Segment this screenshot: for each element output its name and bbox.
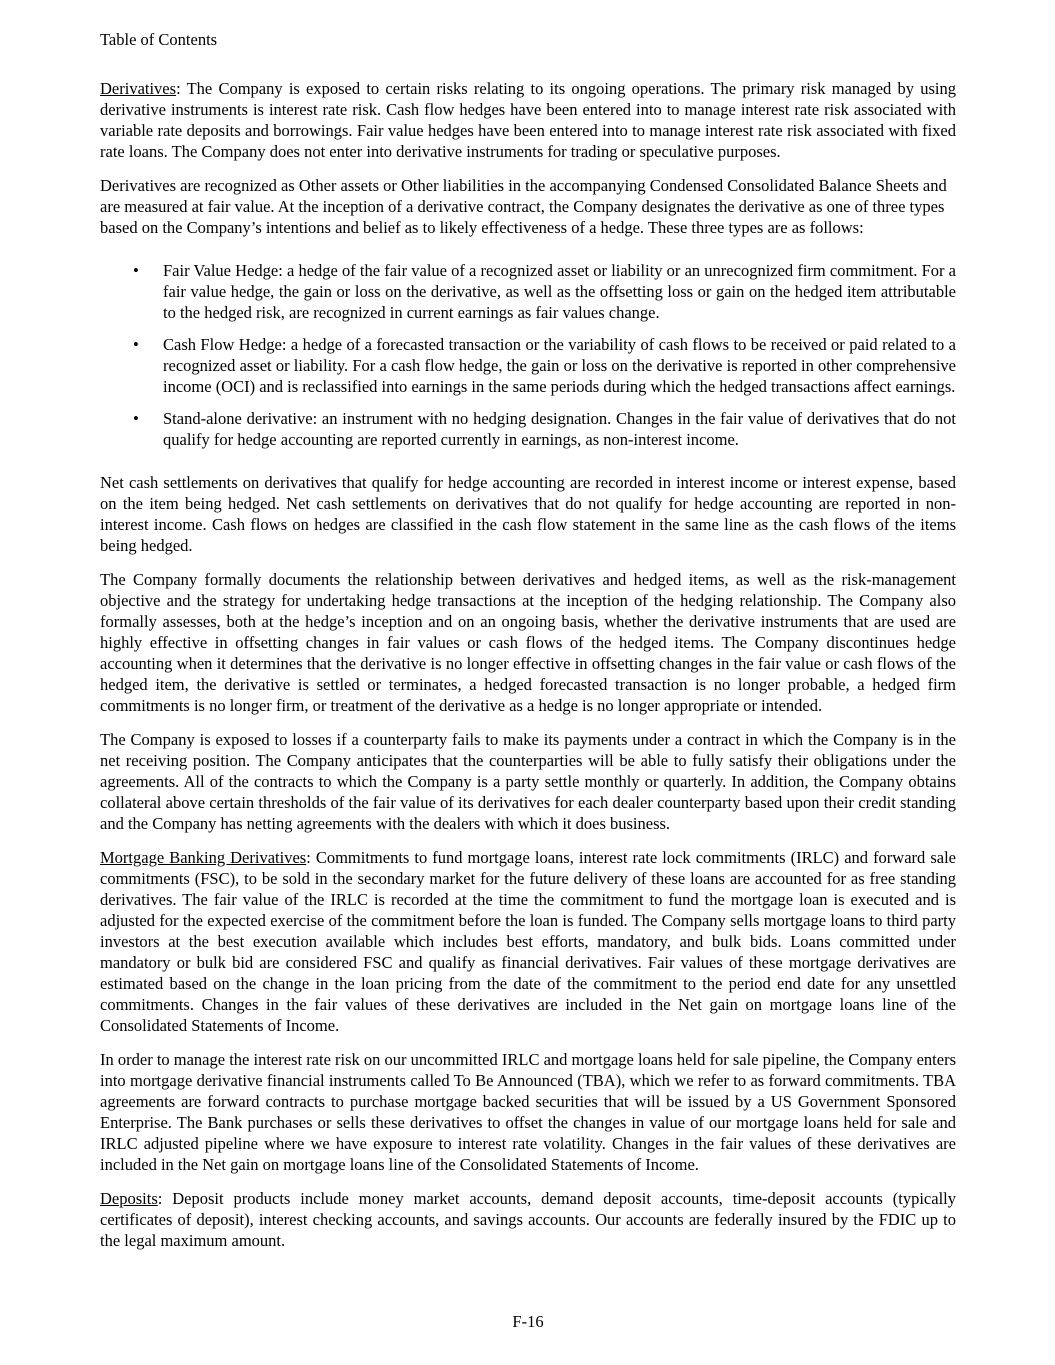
bullet-text: Cash Flow Hedge: a hedge of a forecasted transaction or the variability of cash flows to be received or paid related to a recognized asset or liability. For a cash flow hedge, the gain or loss on the derivative is reported in other comprehensive income (OCI) and is reclassified into earnings in the same periods during which the hedged transactions affect earnings. <box>163 335 956 396</box>
bullet-item <box>100 334 956 397</box>
bullet-icon: • <box>133 409 139 428</box>
paragraph: Mortgage Banking Derivatives: Commitments to fund mortgage loans, interest rate lock commitments (IRLC) and forward sale commitments (FSC), to be sold in the secondary market for the future delivery of these loans are accounted for as free standing derivatives. The fair value of the IRLC is recorded at the time the commitment to fund the mortgage loan is executed and is adjusted for the expected exercise of the commitment before the loan is funded. The Company sells mortgage loans to third party investors at the best execution available which includes best efforts, mandatory, and bulk bids. Loans committed under mandatory or bulk bid are considered FSC and qualify as financial derivatives. Fair values of these mortgage derivatives are estimated based on the change in the loan pricing from the date of the commitment to the period end date for any unsettled commitments. Changes in the fair values of these derivatives are included in the Net gain on mortgage loans line of the Consolidated Statements of Income. <box>100 848 956 1035</box>
document-body <box>100 78 956 1251</box>
defined-term: Derivatives <box>100 79 177 98</box>
bullet-item <box>100 408 956 450</box>
defined-term: Deposits <box>100 1189 158 1208</box>
paragraph: Net cash settlements on derivatives that qualify for hedge accounting are recorded in interest income or interest expense, based on the item being hedged. Net cash settlements on derivatives that do not qualify for hedge accounting are reported in non-interest income. Cash flows on hedges are classified in the cash flow statement in the same line as the cash flows of the items being hedged. <box>100 473 956 555</box>
bullet-icon: • <box>133 335 139 354</box>
table-of-contents-link: Table of Contents <box>100 30 218 49</box>
paragraph: The Company formally documents the relationship between derivatives and hedged items, as well as the risk-management objective and the strategy for undertaking hedge transactions at the inception of the hedging relationship. The Company also formally assesses, both at the hedge’s inception and on an ongoing basis, whether the derivative instruments that are used are highly effective in offsetting changes in fair values or cash flows of the hedged items. The Company discontinues hedge accounting when it determines that the derivative is no longer effective in offsetting changes in the fair value or cash flows of the hedged item, the derivative is settled or terminates, a hedged forecasted transaction is no longer probable, a hedged firm commitments is no longer firm, or treatment of the derivative as a hedge is no longer appropriate or intended. <box>100 570 956 715</box>
page-number: F-16 <box>512 1312 544 1331</box>
bullet-text: Stand-alone derivative: an instrument with no hedging designation. Changes in the fair value of derivatives that do not qualify for hedge accounting are reported currently in earnings, as non-interest income. <box>163 409 956 449</box>
bullet-item <box>100 260 956 323</box>
defined-term: Mortgage Banking Derivatives <box>100 848 307 867</box>
paragraph: The Company is exposed to losses if a counterparty fails to make its payments under a contract in which the Company is in the net receiving position. The Company anticipates that the counterparties will be able to fully satisfy their obligations under the agreements. All of the contracts to which the Company is a party settle monthly or quarterly. In addition, the Company obtains collateral above certain thresholds of the fair value of its derivatives for each dealer counterparty based upon their credit standing and the Company has netting agreements with the dealers with which it does business. <box>100 730 956 833</box>
paragraph: Derivatives are recognized as Other assets or Other liabilities in the accompanying Condensed Consolidated Balance Sheets and are measured at fair value. At the inception of a derivative contract, the Company designates the derivative as one of three types based on the Company’s intentions and belief as to likely effectiveness of a hedge. These three types are as follows: <box>100 176 947 237</box>
bullet-text: Fair Value Hedge: a hedge of the fair value of a recognized asset or liability or an unrecognized firm commitment. For a fair value hedge, the gain or loss on the derivative, as well as the offsetting loss or gain on the hedged item attributable to the hedged risk, are recognized in current earnings as fair values change. <box>163 261 956 322</box>
paragraph: Derivatives: The Company is exposed to certain risks relating to its ongoing operations. The primary risk managed by using derivative instruments is interest rate risk. Cash flow hedges have been entered into to manage interest rate risk associated with variable rate deposits and borrowings. Fair value hedges have been entered into to manage interest rate risk associated with fixed rate loans. The Company does not enter into derivative instruments for trading or speculative purposes. <box>100 79 956 161</box>
bullet-icon: • <box>133 261 139 280</box>
paragraph: In order to manage the interest rate risk on our uncommitted IRLC and mortgage loans held for sale pipeline, the Company enters into mortgage derivative financial instruments called To Be Announced (TBA), which we refer to as forward commitments. TBA agreements are forward contracts to purchase mortgage backed securities that will be issued by a US Government Sponsored Enterprise. The Bank purchases or sells these derivatives to offset the changes in value of our mortgage loans held for sale and IRLC adjusted pipeline where we have exposure to interest rate volatility. Changes in the fair values of these derivatives are included in the Net gain on mortgage loans line of the Consolidated Statements of Income. <box>100 1050 956 1174</box>
paragraph: Deposits: Deposit products include money market accounts, demand deposit accounts, time-deposit accounts (typically certificates of deposit), interest checking accounts, and savings accounts. Our accounts are federally insured by the FDIC up to the legal maximum amount. <box>100 1189 956 1250</box>
